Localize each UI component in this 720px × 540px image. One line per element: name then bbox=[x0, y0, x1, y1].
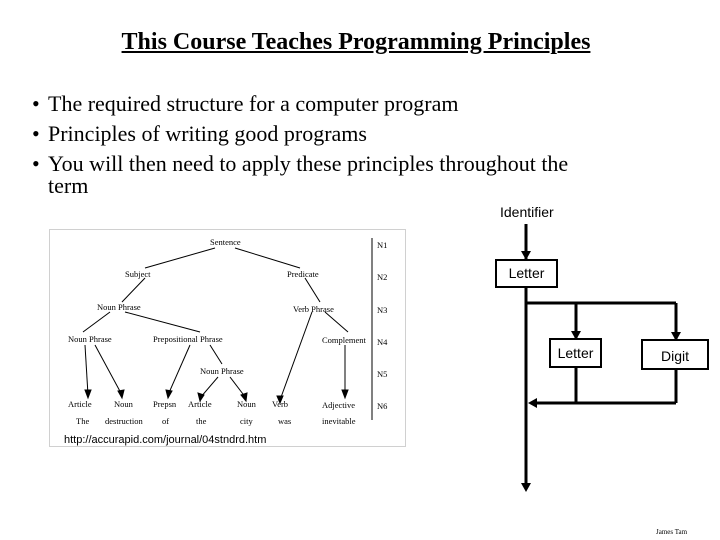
node-verb-phrase: Verb Phrase bbox=[293, 304, 334, 314]
level-marker: N1 bbox=[377, 240, 388, 250]
bullet-text: Principles of writing good programs bbox=[48, 121, 367, 146]
word: The bbox=[76, 416, 90, 426]
node-article-2: Article bbox=[188, 399, 212, 409]
node-verb: Verb bbox=[272, 399, 289, 409]
digit-box: Digit bbox=[641, 339, 709, 370]
level-marker: N4 bbox=[377, 337, 388, 347]
node-noun-phrase-2: Noun Phrase bbox=[68, 334, 112, 344]
node-noun-2: Noun bbox=[237, 399, 256, 409]
word: was bbox=[278, 416, 292, 426]
letter-box-loop: Letter bbox=[549, 338, 602, 368]
node-noun-phrase: Noun Phrase bbox=[97, 302, 141, 312]
word: of bbox=[162, 416, 170, 426]
node-sentence: Sentence bbox=[210, 237, 241, 247]
bullet-text: The required structure for a computer program bbox=[48, 91, 459, 116]
node-prepositional-phrase: Prepositional Phrase bbox=[153, 334, 223, 344]
node-article: Article bbox=[68, 399, 92, 409]
level-marker: N2 bbox=[377, 272, 388, 282]
level-marker: N3 bbox=[377, 305, 388, 315]
word: destruction bbox=[105, 416, 143, 426]
word: city bbox=[240, 416, 253, 426]
node-complement: Complement bbox=[322, 335, 366, 345]
node-noun: Noun bbox=[114, 399, 133, 409]
bullet-dot: • bbox=[32, 91, 40, 116]
bullet-dot: • bbox=[32, 151, 40, 176]
bullet-continuation: term bbox=[48, 173, 89, 198]
level-marker: N6 bbox=[377, 401, 388, 411]
level-marker: N5 bbox=[377, 369, 388, 379]
arrow-icon bbox=[528, 398, 537, 408]
arrow-icon bbox=[521, 483, 531, 492]
letter-box: Letter bbox=[495, 259, 558, 288]
word: the bbox=[196, 416, 207, 426]
word: inevitable bbox=[322, 416, 356, 426]
source-url: http://accurapid.com/journal/04stndrd.htm bbox=[64, 434, 267, 446]
bullet-text: You will then need to apply these principles throughout the bbox=[48, 151, 569, 176]
identifier-label: Identifier bbox=[500, 204, 554, 220]
node-predicate: Predicate bbox=[287, 269, 319, 279]
node-subject: Subject bbox=[125, 269, 151, 279]
bullet-dot: • bbox=[32, 121, 40, 146]
node-prepsn: Prepsn bbox=[153, 399, 177, 409]
node-adjective: Adjective bbox=[322, 400, 356, 410]
node-noun-phrase-3: Noun Phrase bbox=[200, 366, 244, 376]
slide-title: This Course Teaches Programming Principles bbox=[121, 29, 591, 55]
footer-author: James Tam bbox=[656, 528, 688, 536]
